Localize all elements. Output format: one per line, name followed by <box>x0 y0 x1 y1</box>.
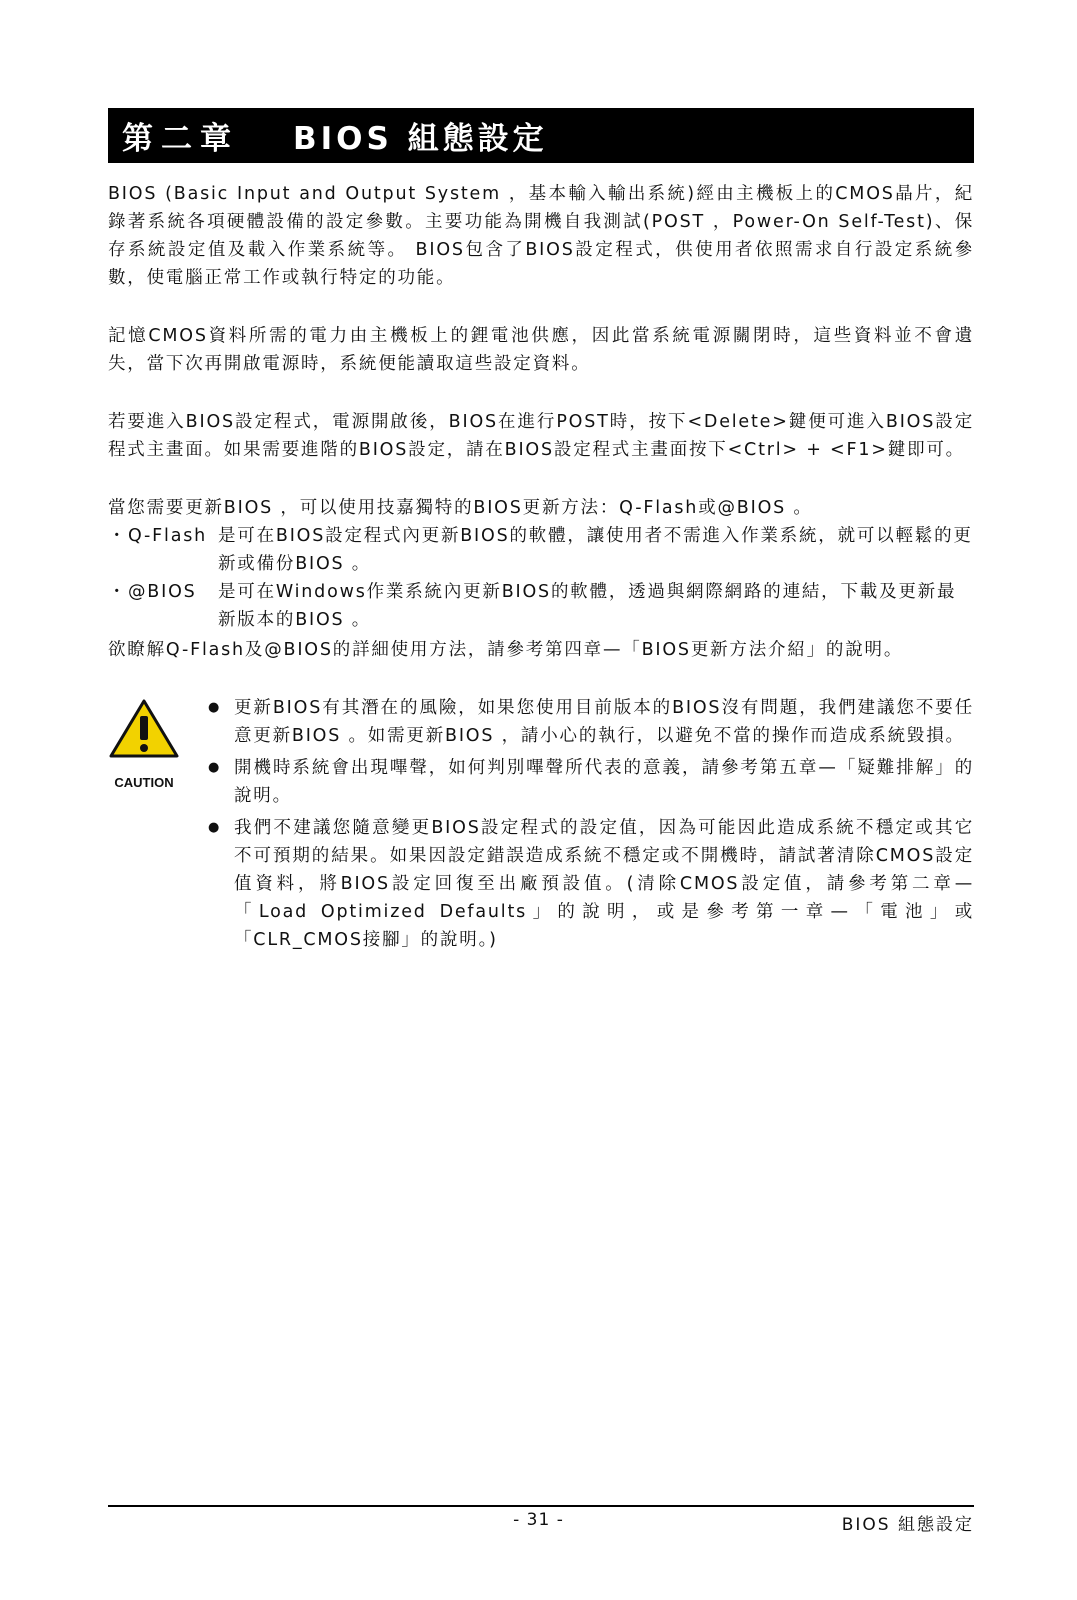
tool-item-qflash <box>108 522 974 578</box>
chapter-header <box>108 108 974 163</box>
update-section <box>108 494 974 664</box>
update-outro: 欲瞭解Q-Flash及@BIOS的詳細使用方法，請參考第四章—「BIOS更新方法介紹」的說明。 <box>108 640 904 660</box>
footer-section-title: BIOS 組態設定 <box>841 1515 974 1535</box>
tool-name: Q-Flash <box>128 526 208 546</box>
paragraph-intro: BIOS (Basic Input and Output System ，基本輸入輸出系統)經由主機板上的CMOS晶片，紀錄著系統各項硬體設備的設定參數。主要功能為開機自我測試(POST ，Power-On Self-Test)、保存系統設定值及載入作業系統等。 BIOS包含了BIOS設定程式，供使用者依照需求自行設定系統參數，使電腦正常工作或執行特定的功能。 <box>108 184 974 288</box>
warning-triangle-icon <box>108 698 180 760</box>
paragraph-cmos: 記憶CMOS資料所需的電力由主機板上的鋰電池供應，因此當系統電源關閉時，這些資料並不會遺失，當下次再開啟電源時，系統便能讀取這些設定資料。 <box>108 326 974 374</box>
footer-divider <box>108 1505 974 1507</box>
tool-name: @BIOS <box>128 582 197 602</box>
main-content <box>108 180 974 958</box>
tool-description: 是可在BIOS設定程式內更新BIOS的軟體，讓使用者不需進入作業系統，就可以輕鬆的更新或備份BIOS 。 <box>218 526 973 574</box>
chapter-title: BIOS 組態設定 <box>293 121 548 157</box>
chapter-number: 第二章 <box>122 121 239 157</box>
paragraph-enter-setup: 若要進入BIOS設定程式，電源開啟後，BIOS在進行POST時，按下<Delete>鍵便可進入BIOS設定程式主畫面。如果需要進階的BIOS設定，請在BIOS設定程式主畫面按下<Ctrl> + <F1>鍵即可。 <box>108 412 974 460</box>
bullet: ・ <box>108 526 128 546</box>
page-number: - 31 - <box>513 1510 564 1530</box>
caution-item: ● 開機時系統會出現嗶聲，如何判別嗶聲所代表的意義，請參考第五章—「疑難排解」的說明。 <box>208 754 974 810</box>
tool-item-atbios <box>108 578 974 634</box>
caution-icon <box>108 698 180 797</box>
caution-item: ● 更新BIOS有其潛在的風險，如果您使用目前版本的BIOS沒有問題，我們建議您不要任意更新BIOS 。如需更新BIOS ，請小心的執行，以避免不當的操作而造成系統毀損。 <box>208 694 974 750</box>
tool-description: 是可在Windows作業系統內更新BIOS的軟體，透過與網際網路的連結，下載及更新最新版本的BIOS 。 <box>218 582 957 630</box>
update-intro: 當您需要更新BIOS ，可以使用技嘉獨特的BIOS更新方法：Q-Flash或@BIOS 。 <box>108 498 813 518</box>
caution-label: CAUTION <box>114 775 174 790</box>
caution-item: ● 我們不建議您隨意變更BIOS設定程式的設定值，因為可能因此造成系統不穩定或其它不可預期的結果。如果因設定錯誤造成系統不穩定或不開機時，請試著清除CMOS設定值資料，將BIOS設定回復至出廠預設值。(清除CMOS設定值，請參考第二章—「Load Optimized Defaults」的說明，或是參考第一章—「電池」或「CLR_CMOS接腳」的說明。) <box>208 814 974 954</box>
bullet: ・ <box>108 582 128 602</box>
caution-section <box>108 694 974 954</box>
caution-list <box>208 694 974 954</box>
